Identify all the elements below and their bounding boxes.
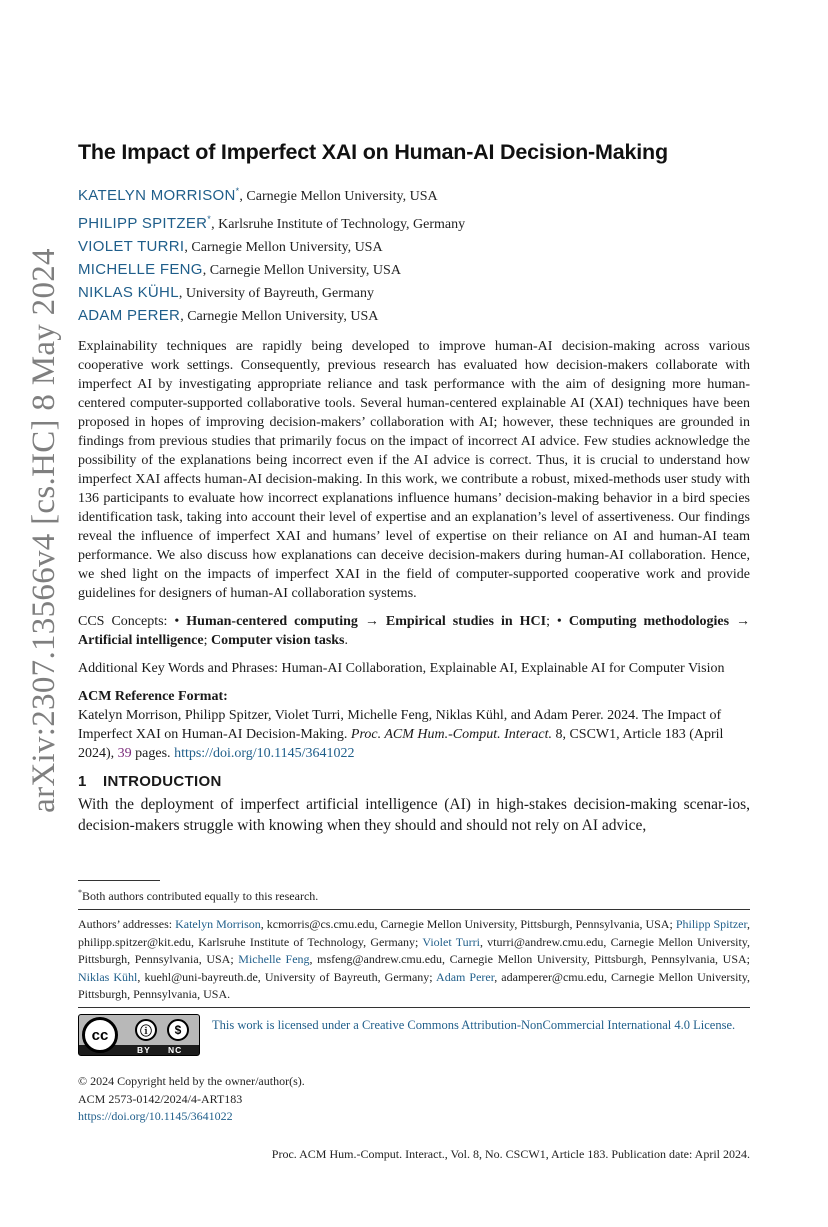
doi-link[interactable]: https://doi.org/10.1145/3641022	[174, 746, 355, 761]
footnote-divider	[78, 880, 160, 881]
author-affiliation: , Karlsruhe Institute of Technology, Germany	[211, 217, 466, 232]
acm-article-id: ACM 2573-0142/2024/4-ART183	[78, 1091, 243, 1106]
creative-commons-badge-icon[interactable]	[78, 1014, 200, 1056]
section-heading-introduction: 1 INTRODUCTION	[78, 773, 222, 790]
author-entry	[78, 305, 750, 328]
author-link[interactable]: Violet Turri	[422, 934, 480, 949]
author-name: ADAM PERER	[78, 307, 181, 324]
author-entry	[78, 236, 750, 259]
author-link[interactable]: Niklas Kühl	[78, 969, 138, 984]
author-name: PHILIPP SPITZER*	[78, 214, 212, 232]
author-entry	[78, 180, 750, 208]
authors-addresses: Authors’ addresses: Katelyn Morrison, kcmorris@cs.cmu.edu, Carnegie Mellon University, Pittsburgh, Pennsylvania, USA; Philipp Spitzer, philipp.spitzer@kit.edu, Karlsruhe Institute of Technology, Germany; Violet Turri, vturri@andrew.cmu.edu, Carnegie Mellon University, Pittsburgh, Pennsylvania, USA; Michelle Feng, msfeng@andrew.cmu.edu, Carnegie Mellon University, Pittsburgh, Pennsylvania, USA; Niklas Kühl, kuehl@uni-bayreuth.de, University of Bayreuth, Germany; Adam Perer, adamperer@cmu.edu, Carnegie Mellon University, Pittsburgh, Pennsylvania, USA.	[78, 917, 751, 1001]
arxiv-stamp-text: arXiv:2307.13566v4 [cs.HC] 8 May 2024	[25, 247, 62, 813]
copyright-line: © 2024 Copyright held by the owner/author(s).	[78, 1074, 305, 1088]
copyright-block	[78, 1073, 305, 1126]
author-link[interactable]: Philipp Spitzer	[675, 917, 748, 931]
author-link[interactable]: Katelyn Morrison	[175, 917, 261, 931]
author-affiliation: , University of Bayreuth, Germany	[178, 286, 375, 301]
cc-by-label: BY	[137, 1045, 151, 1055]
author-affiliation: , Carnegie Mellon University, USA	[202, 263, 401, 278]
abstract: Explainability techniques are rapidly being developed to improve human-AI decision-making across various cooperative work settings. Consequently, previous research has evaluated how decision-makers collaborate with imperfect AI by investigating appropriate reliance and task performance with the aim of designing more human-centered computer-supported collaborative tools. Several human-centered explainable AI (XAI) techniques have been proposed in hopes of improving decision-makers’ collaboration with AI; however, these techniques are grounded in findings from previous studies that primarily focus on the impact of incorrect AI advice. Few studies acknowledge the possibility of the explanations being incorrect even if the AI advice is correct. Thus, it is crucial to understand how imperfect XAI affects human-AI decision-making. In this work, we contribute a robust, mixed-methods user study with 136 participants to evaluate how incorrect explanations influence humans’ decision-making behavior in a bird species identification task, taking into account their level of expertise and an explanation’s level of assertiveness. Our findings reveal the influence of imperfect XAI and humans’ level of expertise on their reliance on AI and human-AI team performance. We also discuss how explanations can deceive decision-makers during human-AI collaboration. Hence, we shed light on the impacts of imperfect XAI in the field of computer-supported cooperative work and provide guidelines for designers of human-AI collaboration systems.	[78, 339, 750, 601]
paper-front-matter	[78, 140, 750, 836]
author-entry	[78, 208, 750, 236]
author-name: KATELYN MORRISON*	[78, 186, 240, 204]
introduction-text: With the deployment of imperfect artificial intelligence (AI) in high-stakes decision-making scenar-ios, decision-makers struggle with knowing when they should and should not rely on AI advice,	[78, 796, 750, 834]
footnote: *Both authors contributed equally to this research.	[78, 888, 319, 903]
ccs-concepts: CCS Concepts: • Human-centered computing → Empirical studies in HCI; • Computing methodologies → Artificial intelligence; Computer vision tasks.	[78, 614, 751, 648]
author-link[interactable]: Adam Perer	[436, 969, 495, 984]
cc-icon: cc	[82, 1017, 118, 1053]
author-affiliation: , Carnegie Mellon University, USA	[239, 189, 438, 204]
author-link[interactable]: Michelle Feng	[238, 952, 310, 966]
author-list	[78, 180, 750, 328]
author-name: NIKLAS KÜHL	[78, 284, 179, 301]
keywords: Additional Key Words and Phrases: Human-AI Collaboration, Explainable AI, Explainable AI for Computer Vision	[78, 661, 725, 676]
acm-reference-format: ACM Reference Format: Katelyn Morrison, Philipp Spitzer, Violet Turri, Michelle Feng, Niklas Kühl, and Adam Perer. 2024. The Impact of Imperfect XAI on Human-AI Decision-Making. Proc. ACM Hum.-Comput. Interact. 8, CSCW1, Article 183 (April 2024), 39 pages. https://doi.org/10.1145/3641022	[78, 687, 750, 763]
addresses-divider	[78, 909, 750, 910]
paper-title: The Impact of Imperfect XAI on Human-AI Decision-Making	[78, 140, 668, 164]
running-footer: Proc. ACM Hum.-Comput. Interact., Vol. 8, No. CSCW1, Article 183. Publication date: April 2024.	[271, 1147, 750, 1161]
acm-reference-heading: ACM Reference Format:	[78, 689, 228, 704]
cc-nc-label: NC	[168, 1045, 183, 1055]
author-entry	[78, 282, 750, 305]
page-count-link[interactable]: 39	[117, 746, 132, 761]
license-link[interactable]: This work is licensed under a Creative Commons Attribution-NonCommercial International 4.0 License.	[212, 1018, 736, 1032]
author-affiliation: , Carnegie Mellon University, USA	[180, 309, 379, 324]
author-name: VIOLET TURRI	[78, 238, 185, 255]
attribution-icon: ⓘ	[135, 1019, 157, 1041]
author-entry	[78, 259, 750, 282]
author-affiliation: , Carnegie Mellon University, USA	[184, 240, 383, 255]
license-divider	[78, 1007, 750, 1008]
author-name: MICHELLE FENG	[78, 261, 203, 278]
copyright-doi-link[interactable]: https://doi.org/10.1145/3641022	[78, 1109, 233, 1123]
noncommercial-icon: $	[167, 1019, 189, 1041]
arxiv-stamp	[20, 235, 68, 825]
